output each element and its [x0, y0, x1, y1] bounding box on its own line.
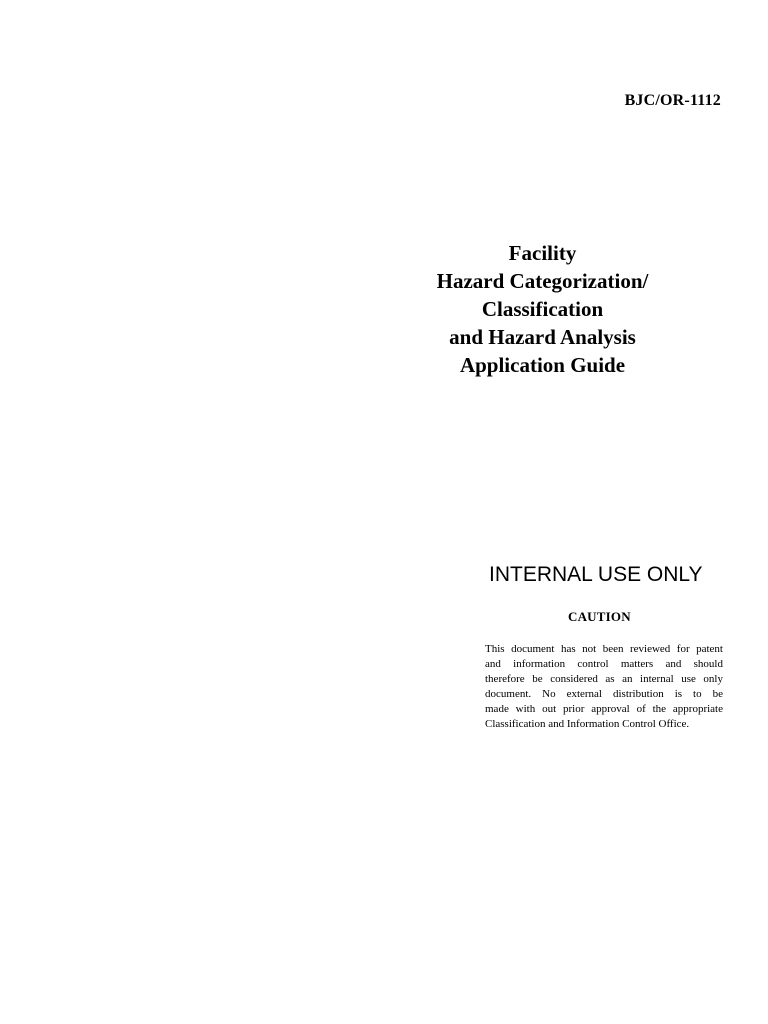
title-line: Facility	[508, 241, 577, 265]
document-number: BJC/OR-1112	[624, 92, 721, 109]
caution-heading: CAUTION	[568, 609, 631, 624]
internal-use-label: INTERNAL USE ONLY	[489, 563, 703, 586]
title-line: Application Guide	[459, 353, 626, 377]
caution-line: and information control matters and should	[485, 658, 723, 670]
caution-notice	[485, 642, 723, 732]
document-title	[410, 239, 675, 379]
caution-line: therefore be considered as an internal use only	[485, 673, 723, 685]
caution-line: document. No external distribution is to be	[485, 688, 723, 700]
title-line: Classification	[481, 297, 604, 321]
caution-line: This document has not been reviewed for patent	[485, 643, 723, 655]
caution-line: made with out prior approval of the appropriate	[485, 703, 723, 715]
caution-line: Classification and Information Control Office.	[485, 718, 690, 730]
title-line: Hazard Categorization/	[436, 269, 649, 293]
title-line: and Hazard Analysis	[449, 325, 636, 349]
